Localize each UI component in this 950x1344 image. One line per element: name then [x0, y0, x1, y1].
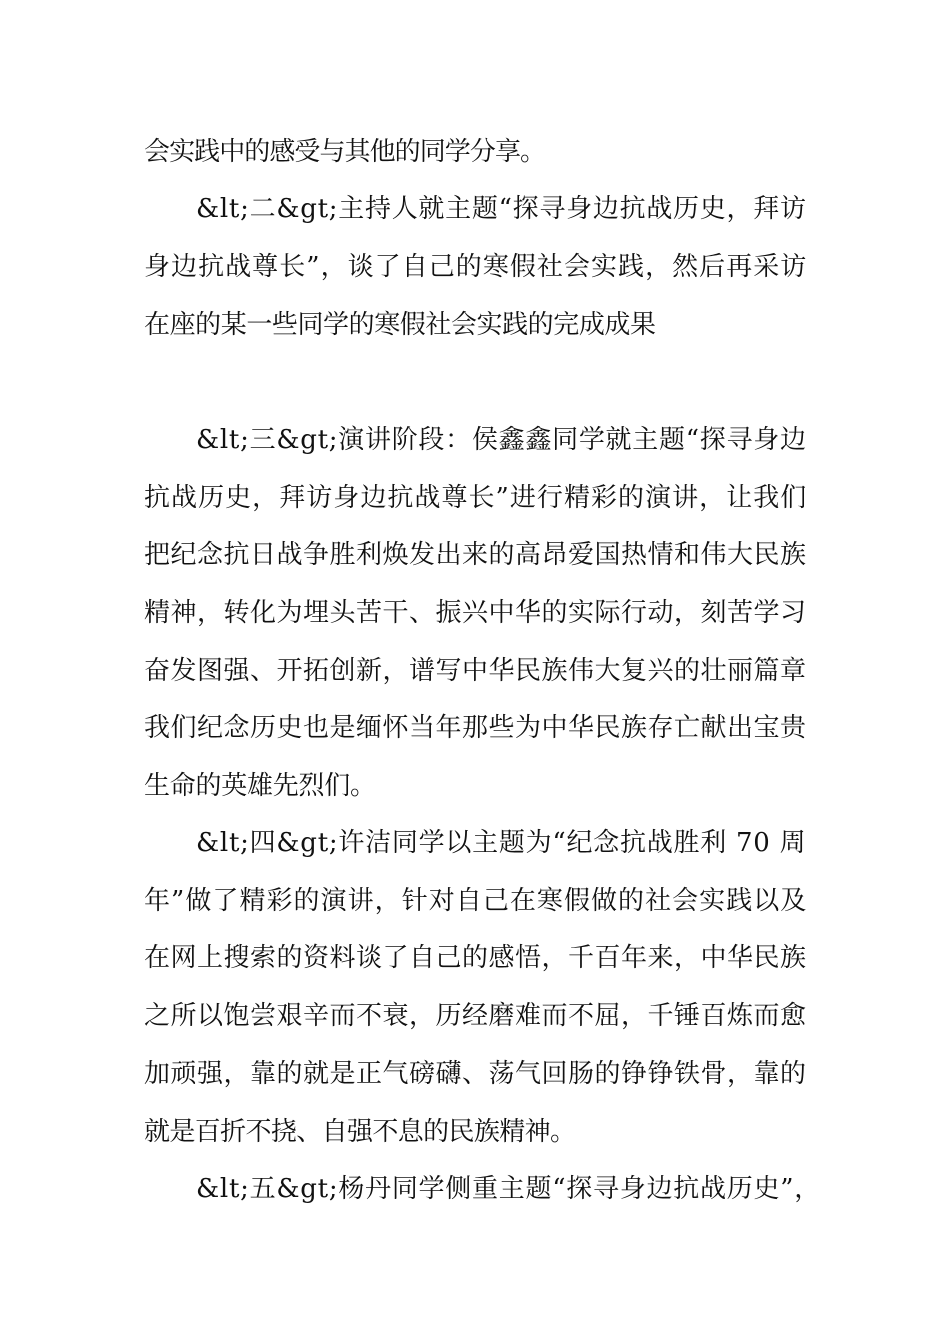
text-line: 精神，转化为埋头苦干、振兴中华的实际行动，刻苦学习 [144, 598, 807, 628]
text-line: 就是百折不挠、自强不息的民族精神。 [144, 1117, 576, 1147]
text-line: 把纪念抗日战争胜利焕发出来的高昂爱国热情和伟大民族 [144, 540, 807, 570]
text-line: 抗战历史，拜访身边抗战尊长”进行精彩的演讲，让我们 [144, 483, 808, 513]
text-line: &lt;三&gt;演讲阶段：侯鑫鑫同学就主题“探寻身边 [196, 425, 807, 455]
text-line: 奋发图强、开拓创新，谱写中华民族伟大复兴的壮丽篇章 [144, 656, 807, 686]
text-line: 生命的英雄先烈们。 [144, 771, 376, 801]
text-line: &lt;二&gt;主持人就主题“探寻身边抗战历史，拜访 [196, 194, 807, 224]
text-line: &lt;四&gt;许洁同学以主题为“纪念抗战胜利 70 周 [196, 828, 807, 858]
text-line: 之所以饱尝艰辛而不衰，历经磨难而不屈，千锤百炼而愈 [144, 1001, 807, 1031]
text-line: 会实践中的感受与其他的同学分享。 [144, 137, 546, 167]
text-line: 在网上搜索的资料谈了自己的感悟，千百年来，中华民族 [144, 943, 807, 973]
text-line: 加顽强，靠的就是正气磅礴、荡气回肠的铮铮铁骨，靠的 [144, 1059, 807, 1089]
text-line: 我们纪念历史也是缅怀当年那些为中华民族存亡献出宝贵 [144, 713, 807, 743]
text-line: &lt;五&gt;杨丹同学侧重主题“探寻身边抗战历史”， [196, 1174, 821, 1204]
text-line: 年”做了精彩的演讲，针对自己在寒假做的社会实践以及 [144, 886, 808, 916]
text-line: 身边抗战尊长”，谈了自己的寒假社会实践，然后再采访 [144, 252, 808, 282]
text-line: 在座的某一些同学的寒假社会实践的完成成果 [144, 310, 656, 340]
